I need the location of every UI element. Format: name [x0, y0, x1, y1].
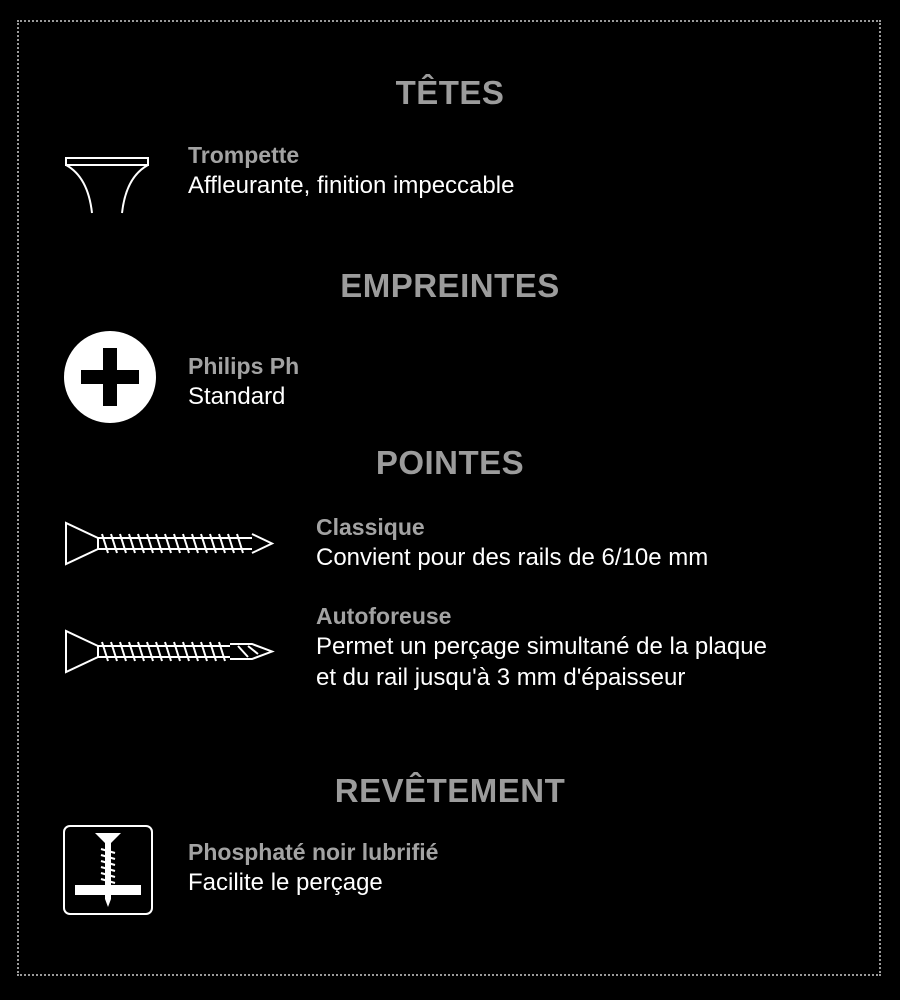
section-title-empreintes: EMPREINTES	[340, 267, 560, 304]
coated-screw-icon	[63, 825, 153, 915]
sharp-point-screw-icon	[62, 518, 276, 570]
item-desc-autoforeuse-line2: et du rail jusqu'à 3 mm d'épaisseur	[316, 664, 686, 691]
item-label-phosphate: Phosphaté noir lubrifié	[188, 839, 439, 865]
item-label-philips: Philips Ph	[188, 353, 300, 379]
item-label-classique: Classique	[316, 514, 425, 540]
item-desc-trompette: Affleurante, finition impeccable	[188, 172, 515, 199]
section-title-revetement: REVÊTEMENT	[334, 772, 566, 809]
item-desc-phosphate: Facilite le perçage	[188, 869, 383, 896]
item-label-trompette: Trompette	[188, 142, 300, 168]
item-desc-classique: Convient pour des rails de 6/10e mm	[316, 544, 709, 571]
item-desc-autoforeuse-line1: Permet un perçage simultané de la plaque	[316, 633, 767, 660]
phillips-cross-icon	[63, 330, 157, 424]
drill-point-screw-icon	[62, 626, 276, 678]
section-title-pointes: POINTES	[375, 444, 525, 481]
section-title-tetes: TÊTES	[395, 74, 505, 111]
trumpet-head-icon	[62, 155, 152, 217]
item-label-autoforeuse: Autoforeuse	[316, 603, 452, 629]
item-desc-philips: Standard	[188, 383, 286, 410]
